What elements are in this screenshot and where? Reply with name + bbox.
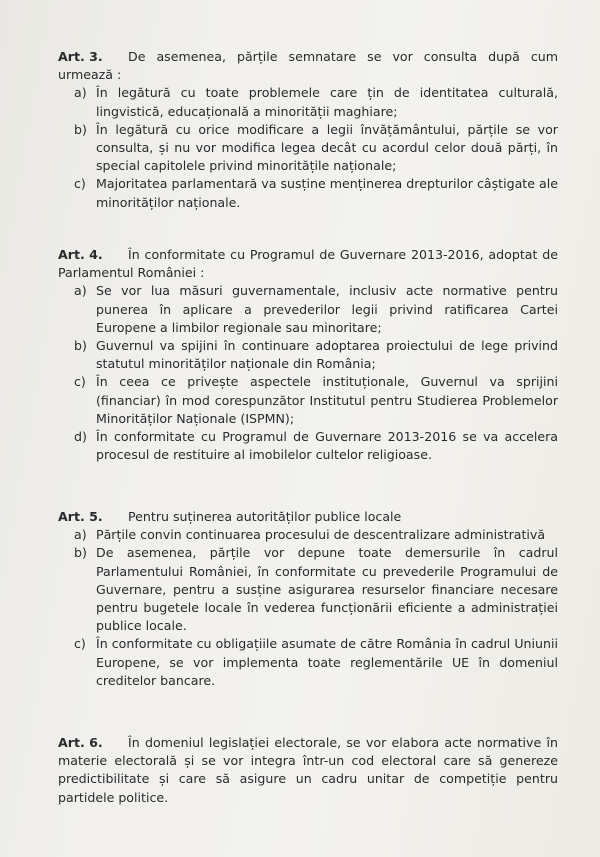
article-5-heading [58, 508, 558, 526]
item-text: În ceea ce privește aspectele instituționale, Guvernul va sprijini (financiar) în mod corespunzător Institutul pentru Studierea Problemelor Minorităților Naționale (ISPMN); [96, 374, 558, 426]
article-3 [58, 48, 558, 212]
article-4-label: Art. 4. [58, 247, 103, 262]
item-letter: c) [74, 636, 86, 652]
article-6-heading [58, 734, 558, 807]
article-3-label: Art. 3. [58, 49, 103, 64]
item-letter: a) [74, 527, 87, 543]
item-text: În legătură cu orice modificare a legii învățământului, părțile se vor consulta, și nu vor modifica legea decât cu acordul celor două părți, în special capitolele privind minoritățile naționale; [96, 121, 558, 174]
list-item [58, 121, 558, 176]
list-item [58, 373, 558, 428]
item-letter: a) [74, 283, 87, 299]
article-4-items [58, 282, 558, 464]
item-letter: b) [74, 338, 87, 354]
article-3-heading [58, 48, 558, 84]
article-5 [58, 508, 558, 690]
list-item [58, 175, 558, 211]
list-item [58, 84, 558, 120]
item-letter: b) [74, 121, 87, 137]
list-item [58, 526, 558, 544]
item-letter: a) [74, 85, 87, 101]
list-item [58, 337, 558, 373]
article-4-intro: În conformitate cu Programul de Guvernare 2013-2016, adoptat de Parlamentul României : [58, 247, 558, 281]
article-6-intro: În domeniul legislației electorale, se vor elabora acte normative în materie electorală și se vor integra într-un cod electoral care să genereze predictibilitate și care să asigure un cadru unitar de competiție pentru partidele politice. [58, 735, 558, 805]
article-5-label: Art. 5. [58, 509, 103, 524]
article-3-items [58, 84, 558, 211]
item-text: În conformitate cu Programul de Guvernare 2013-2016 se va accelera procesul de restituire al imobilelor cultelor religioase. [96, 429, 558, 463]
item-text: Majoritatea parlamentară va susține menținerea drepturilor câștigate ale minorităților naționale. [96, 176, 558, 210]
article-6-label: Art. 6. [58, 735, 103, 750]
item-text: În legătură cu toate problemele care țin de identitatea culturală, lingvistică, educațională a minorității maghiare; [96, 85, 558, 119]
item-letter: c) [74, 374, 86, 390]
item-text: Părțile convin continuarea procesului de descentralizare administrativă [96, 527, 546, 543]
article-4 [58, 246, 558, 464]
article-3-intro: De asemenea, părțile semnatare se vor consulta după cum urmează : [58, 49, 558, 83]
article-6 [58, 734, 558, 807]
list-item [58, 282, 558, 337]
list-item [58, 635, 558, 690]
article-4-heading [58, 246, 558, 282]
item-letter: c) [74, 176, 86, 192]
article-5-items [58, 526, 558, 690]
list-item [58, 428, 558, 464]
item-text: Se vor lua măsuri guvernamentale, inclusiv acte normative pentru punerea în aplicare a prevederilor legii privind ratificarea Cartei Europene a limbilor regionale sau minoritare; [96, 283, 558, 335]
item-text: De asemenea, părțile vor depune toate demersurile în cadrul Parlamentului României, în conformitate cu prevederile Programului de Guvernare, pentru a susține asigurarea resurselor financiare necesare pentru bugetele locale în vederea funcționării eficiente a administrației publice locale. [96, 545, 558, 634]
list-item [58, 544, 558, 635]
article-5-intro: Pentru suținerea autorităților publice locale [128, 509, 402, 524]
item-text: Guvernul va spijini în continuare adoptarea proiectului de lege privind statutul minorităților naționale din România; [96, 338, 558, 372]
item-text: În conformitate cu obligațiile asumate de către România în cadrul Uniunii Europene, se vor implementa toate reglementările UE în domeniul creditelor bancare. [96, 636, 558, 688]
item-letter: b) [74, 545, 87, 561]
item-letter: d) [74, 429, 87, 445]
